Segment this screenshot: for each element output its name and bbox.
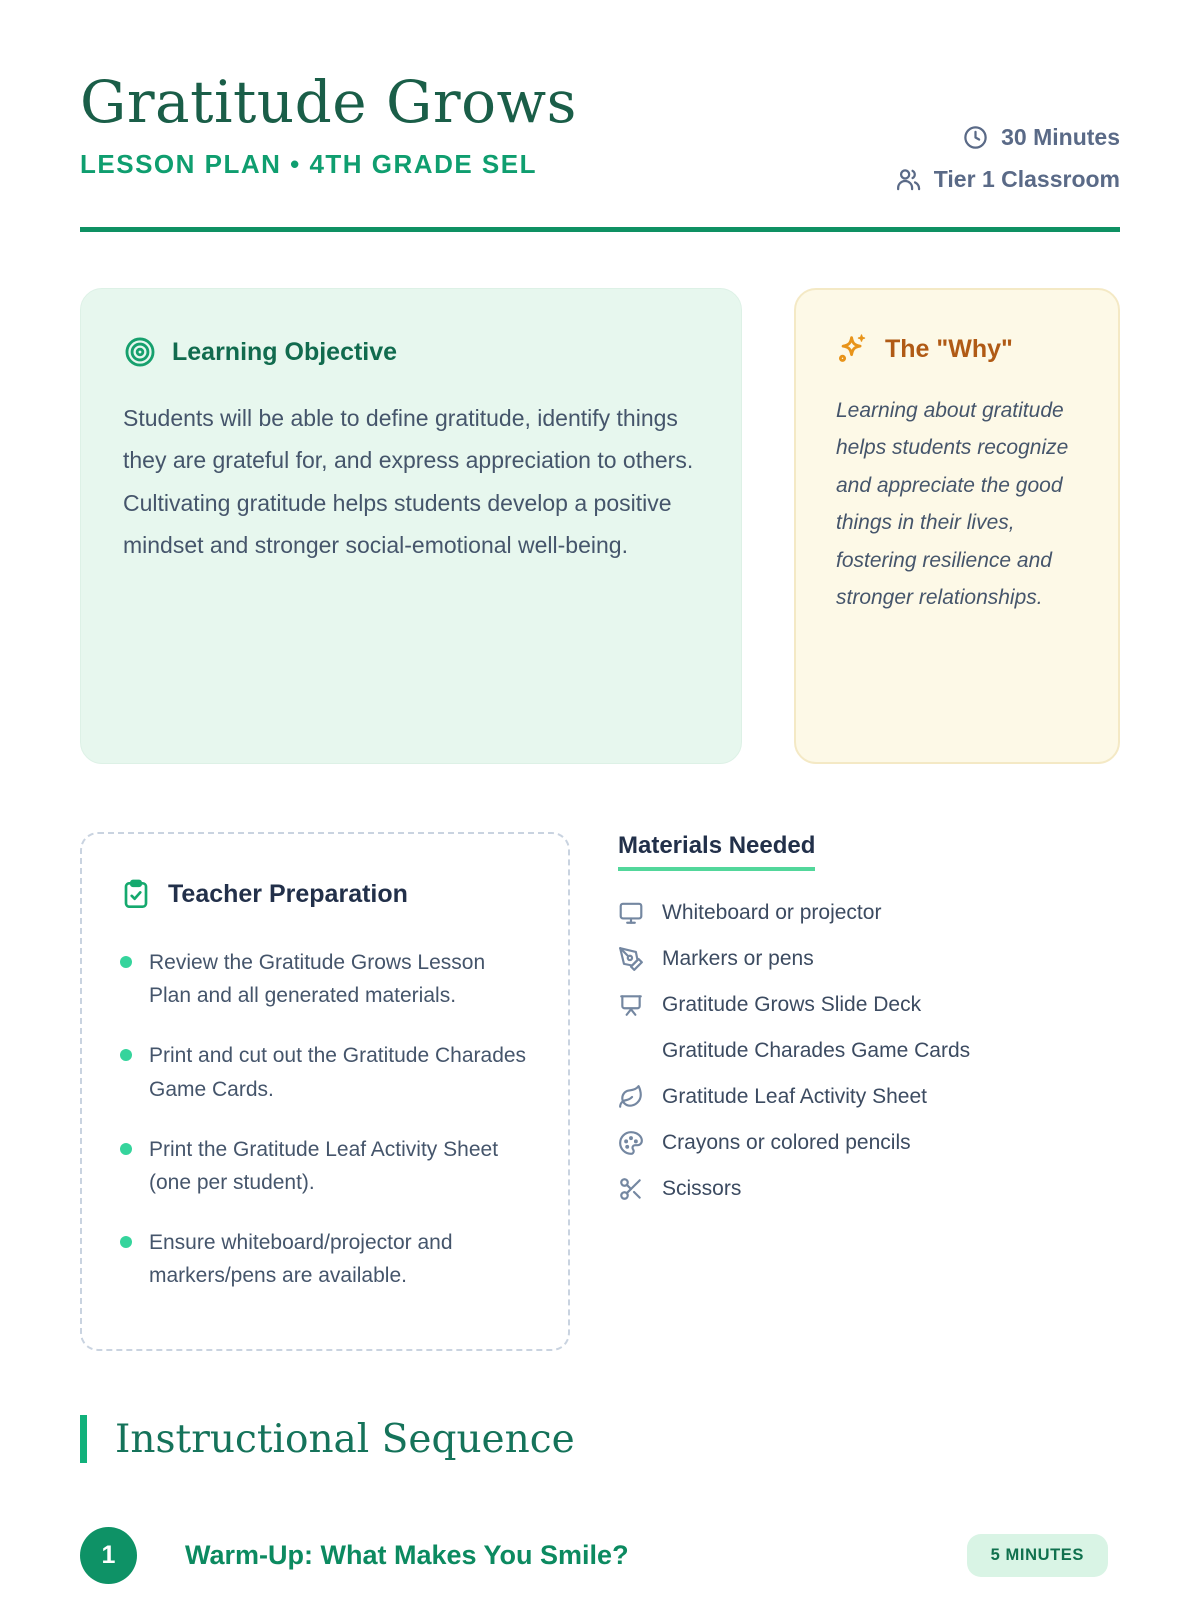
monitor-icon <box>618 900 644 926</box>
bullet-dot-icon <box>120 1049 132 1061</box>
teacher-preparation-box <box>80 832 570 1351</box>
instructional-sequence-title: Instructional Sequence <box>115 1416 575 1462</box>
tier-meta <box>895 166 1120 193</box>
tier-label: Tier 1 Classroom <box>933 166 1120 192</box>
material-label: Gratitude Leaf Activity Sheet <box>662 1084 927 1108</box>
header-meta <box>895 124 1120 193</box>
header-title-block <box>80 70 577 193</box>
section-accent-bar <box>80 1415 87 1463</box>
step-duration-badge: 5 MINUTES <box>967 1534 1108 1577</box>
leaf-icon <box>618 1084 644 1110</box>
users-icon <box>895 166 922 193</box>
material-item <box>618 1037 1120 1064</box>
material-label: Whiteboard or projector <box>662 900 882 924</box>
bullet-dot-icon <box>120 1143 132 1155</box>
bullet-dot-icon <box>120 956 132 968</box>
sequence-step <box>80 1527 1120 1584</box>
why-body: Learning about gratitude helps students recognize and appreciate the good things in their lives, fostering resilience and stronger relationships. <box>836 399 1069 609</box>
page-subtitle: LESSON PLAN • 4TH GRADE SEL <box>80 148 537 179</box>
prep-item <box>120 1039 530 1105</box>
materials-needed-title: Materials Needed <box>618 832 815 871</box>
clipboard-check-icon <box>120 878 152 910</box>
teacher-preparation-header <box>120 878 530 910</box>
material-item <box>618 1175 1120 1202</box>
materials-list <box>618 899 1120 1202</box>
prep-item <box>120 1226 530 1292</box>
material-item <box>618 899 1120 926</box>
scissors-icon <box>618 1176 644 1202</box>
prep-item-text: Print and cut out the Gratitude Charades Game Cards. <box>149 1044 527 1101</box>
header <box>80 0 1120 193</box>
palette-icon <box>618 1130 644 1156</box>
material-label: Scissors <box>662 1176 742 1200</box>
presentation-icon <box>618 992 644 1018</box>
header-divider <box>80 227 1120 232</box>
instructional-sequence-header <box>80 1415 1120 1463</box>
material-label: Gratitude Charades Game Cards <box>662 1038 971 1062</box>
pen-tool-icon <box>618 946 644 972</box>
material-label: Gratitude Grows Slide Deck <box>662 992 922 1016</box>
icon-spacer <box>618 1038 644 1064</box>
material-item <box>618 991 1120 1018</box>
learning-objective-title: Learning Objective <box>172 337 398 366</box>
learning-objective-card <box>80 288 742 764</box>
prep-item <box>120 1133 530 1199</box>
learning-objective-body: Students will be able to define gratitude, identify things they are grateful for, and express appreciation to others. Cultivating gratitude helps students develop a positive mindset and stronger social-emotional well-being. <box>123 405 694 558</box>
bullet-dot-icon <box>120 1236 132 1248</box>
step-number-badge: 1 <box>80 1527 137 1584</box>
why-title: The "Why" <box>885 334 1013 363</box>
page-title: Gratitude Grows <box>80 68 577 136</box>
materials-needed-section <box>618 832 1120 1351</box>
learning-objective-header <box>123 335 699 369</box>
why-header <box>836 332 1078 366</box>
prep-item-text: Print the Gratitude Leaf Activity Sheet (one per student). <box>149 1137 499 1194</box>
instructional-sequence-section <box>80 1415 1120 1584</box>
sparkles-icon <box>836 332 870 366</box>
prep-item <box>120 946 530 1012</box>
summary-cards <box>80 288 1120 764</box>
teacher-preparation-title: Teacher Preparation <box>168 879 408 908</box>
duration-meta <box>962 124 1120 151</box>
clock-icon <box>962 124 989 151</box>
teacher-preparation-list <box>120 946 530 1292</box>
why-card <box>794 288 1120 764</box>
duration-label: 30 Minutes <box>1001 124 1120 150</box>
prep-and-materials <box>80 832 1120 1351</box>
material-label: Crayons or colored pencils <box>662 1130 911 1154</box>
prep-item-text: Review the Gratitude Grows Lesson Plan and all generated materials. <box>149 951 486 1008</box>
material-item <box>618 1129 1120 1156</box>
material-item <box>618 945 1120 972</box>
target-icon <box>123 335 157 369</box>
material-label: Markers or pens <box>662 946 814 970</box>
material-item <box>618 1083 1120 1110</box>
step-title: Warm-Up: What Makes You Smile? <box>185 1540 629 1571</box>
prep-item-text: Ensure whiteboard/projector and markers/pens are available. <box>149 1231 453 1288</box>
